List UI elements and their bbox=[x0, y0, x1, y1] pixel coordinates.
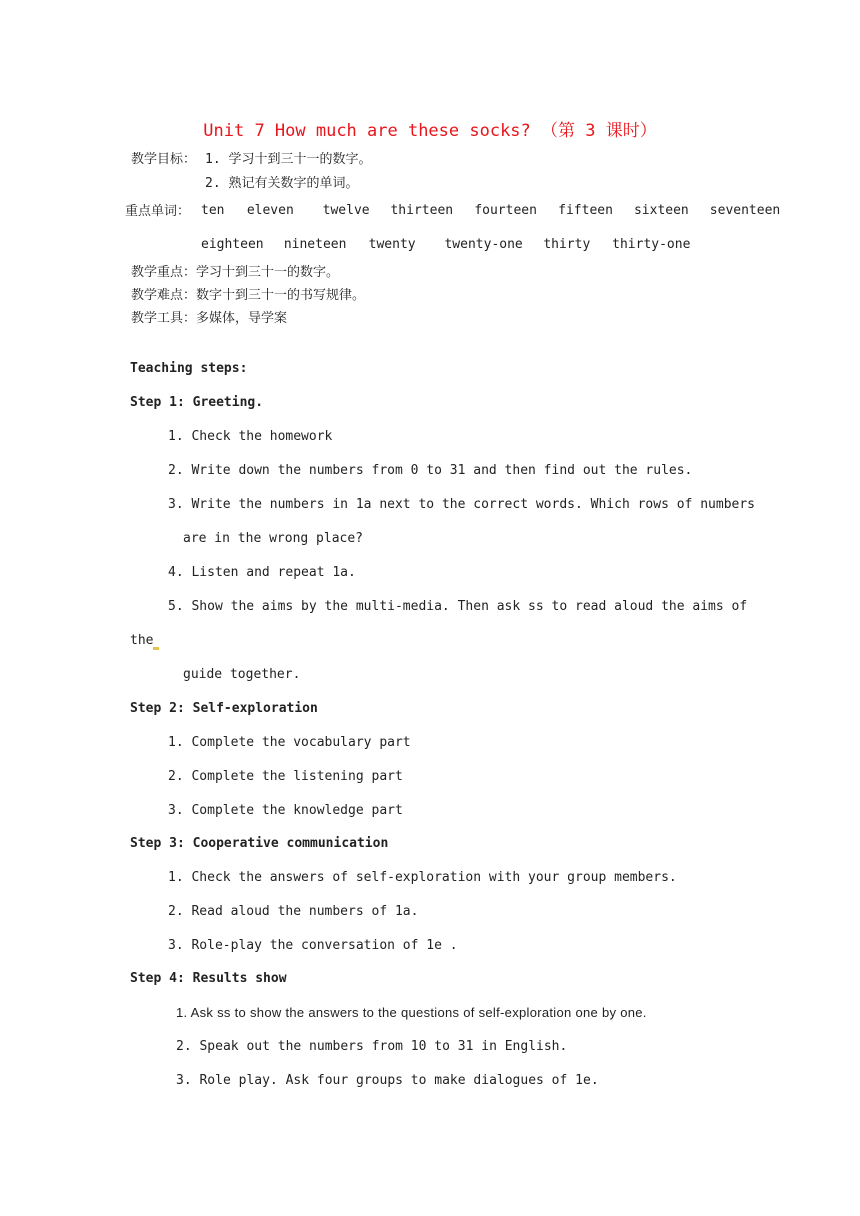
step3-item: 2. Read aloud the numbers of 1a. bbox=[168, 904, 419, 919]
vocab-word: nineteen bbox=[283, 237, 347, 252]
vocab-word: seventeen bbox=[709, 203, 781, 218]
vocab-word: thirty bbox=[543, 237, 591, 252]
step4-item: 3. Role play. Ask four groups to make dialogues of 1e. bbox=[176, 1073, 599, 1088]
step2-item: 2. Complete the listening part bbox=[168, 769, 403, 784]
step4-item: 1. Ask ss to show the answers to the questions of self-exploration one by one. bbox=[176, 1005, 647, 1020]
step1-item: 4. Listen and repeat 1a. bbox=[168, 565, 356, 580]
key-point: 教学重点：学习十到三十一的数字。 bbox=[131, 265, 340, 280]
step3-item: 3. Role-play the conversation of 1e . bbox=[168, 938, 458, 953]
step2-heading: Step 2: Self-exploration bbox=[130, 701, 318, 716]
vocab-word: eleven bbox=[246, 203, 294, 218]
difficult-point: 教学难点：数字十到三十一的书写规律。 bbox=[131, 288, 366, 303]
vocab-word: thirty-one bbox=[612, 237, 691, 252]
step4-heading: Step 4: Results show bbox=[130, 971, 287, 986]
vocab-word: eighteen bbox=[201, 237, 264, 252]
step2-item: 3. Complete the knowledge part bbox=[168, 803, 403, 818]
steps-heading: Teaching steps: bbox=[130, 361, 248, 376]
step1-item: 5. Show the aims by the multi-media. Then ask ss to read aloud the aims of bbox=[168, 599, 748, 614]
edit-mark-icon bbox=[153, 647, 159, 650]
vocab-word: twenty bbox=[368, 237, 416, 252]
vocab-word: fourteen bbox=[474, 203, 537, 218]
step1-item-continued: guide together. bbox=[183, 667, 301, 682]
step1-item: 1. Check the homework bbox=[168, 429, 333, 444]
vocab-word: sixteen bbox=[633, 203, 689, 218]
step4-item: 2. Speak out the numbers from 10 to 31 in English. bbox=[176, 1039, 568, 1054]
vocab-word: thirteen bbox=[390, 203, 454, 218]
document-title: Unit 7 How much are these socks? （第 3 课时） bbox=[203, 121, 657, 141]
step1-item: 3. Write the numbers in 1a next to the correct words. Which rows of numbers bbox=[168, 497, 755, 512]
step1-item-continued: the bbox=[130, 632, 159, 650]
vocab-row-2 bbox=[201, 237, 690, 252]
step1-item: 2. Write down the numbers from 0 to 31 and then find out the rules. bbox=[168, 463, 693, 478]
vocab-word: fifteen bbox=[558, 203, 613, 218]
step2-item: 1. Complete the vocabulary part bbox=[168, 735, 411, 750]
vocab-word: ten bbox=[201, 203, 225, 218]
vocab-row-1 bbox=[201, 203, 780, 218]
vocab-label: 重点单词： bbox=[125, 204, 191, 219]
step3-heading: Step 3: Cooperative communication bbox=[130, 836, 389, 851]
goal-item-1: 1. 学习十到三十一的数字。 bbox=[205, 152, 372, 167]
step3-item: 1. Check the answers of self-exploration with your group members. bbox=[168, 870, 677, 885]
step1-item-continued: are in the wrong place? bbox=[183, 531, 364, 546]
vocab-word: twelve bbox=[322, 203, 370, 218]
step1-heading: Step 1: Greeting. bbox=[130, 395, 264, 410]
goal-label: 教学目标： bbox=[131, 152, 197, 167]
teaching-tools: 教学工具：多媒体，导学案 bbox=[131, 311, 288, 326]
goal-item-2: 2. 熟记有关数字的单词。 bbox=[205, 176, 359, 191]
vocab-word: twenty-one bbox=[444, 237, 523, 252]
